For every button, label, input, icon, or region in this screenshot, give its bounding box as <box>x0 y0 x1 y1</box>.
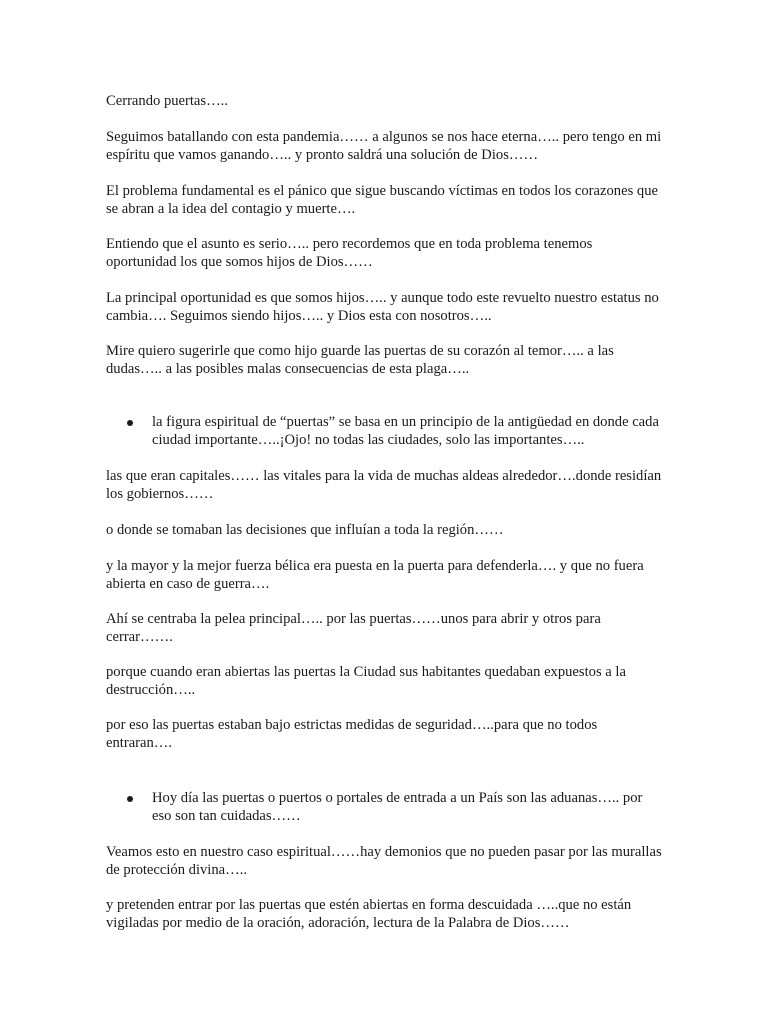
paragraph: Ahí se centraba la pelea principal….. por las puertas……unos para abrir y otros para cerrar……. <box>106 611 601 645</box>
bullet-item: la figura espiritual de “puertas” se basa en un principio de la antigüedad en donde cada ciudad importante…..¡Ojo! no todas las ciudades, solo las importantes….. <box>152 414 659 448</box>
paragraph: las que eran capitales…… las vitales para la vida de muchas aldeas alrededor….donde residían los gobiernos…… <box>106 468 662 502</box>
paragraph: Seguimos batallando con esta pandemia…… a algunos se nos hace eterna….. pero tengo en mi espíritu que vamos ganando….. y pronto saldrá una solución de Dios…… <box>106 129 662 163</box>
bullet-icon <box>127 420 133 426</box>
paragraph: Mire quiero sugerirle que como hijo guarde las puertas de su corazón al temor….. a las dudas….. a las posibles malas consecuencias de esta plaga….. <box>106 343 614 377</box>
bullet-icon <box>127 796 133 802</box>
document-title: Cerrando puertas….. <box>106 93 228 109</box>
paragraph: por eso las puertas estaban bajo estrictas medidas de seguridad…..para que no todos entraran…. <box>106 717 598 751</box>
paragraph: porque cuando eran abiertas las puertas la Ciudad sus habitantes quedaban expuestos a la destrucción….. <box>106 664 626 698</box>
paragraph: y pretenden entrar por las puertas que estén abiertas en forma descuidada …..que no están vigiladas por medio de la oración, adoración, lectura de la Palabra de Dios…… <box>106 897 632 931</box>
paragraph: Veamos esto en nuestro caso espiritual……hay demonios que no pueden pasar por las murallas de protección divina….. <box>106 844 662 878</box>
bullet-item: Hoy día las puertas o puertos o portales de entrada a un País son las aduanas….. por eso son tan cuidadas…… <box>152 790 643 824</box>
paragraph: El problema fundamental es el pánico que sigue buscando víctimas en todos los corazones que se abran a la idea del contagio y muerte…. <box>106 183 658 217</box>
paragraph: La principal oportunidad es que somos hijos….. y aunque todo este revuelto nuestro estatus no cambia…. Seguimos siendo hijos….. y Dios esta con nosotros….. <box>106 290 659 324</box>
paragraph: Entiendo que el asunto es serio….. pero recordemos que en toda problema tenemos oportunidad los que somos hijos de Dios…… <box>106 236 593 270</box>
paragraph: y la mayor y la mejor fuerza bélica era puesta en la puerta para defenderla…. y que no fuera abierta en caso de guerra…. <box>106 558 644 592</box>
paragraph: o donde se tomaban las decisiones que influían a toda la región…… <box>106 522 504 538</box>
